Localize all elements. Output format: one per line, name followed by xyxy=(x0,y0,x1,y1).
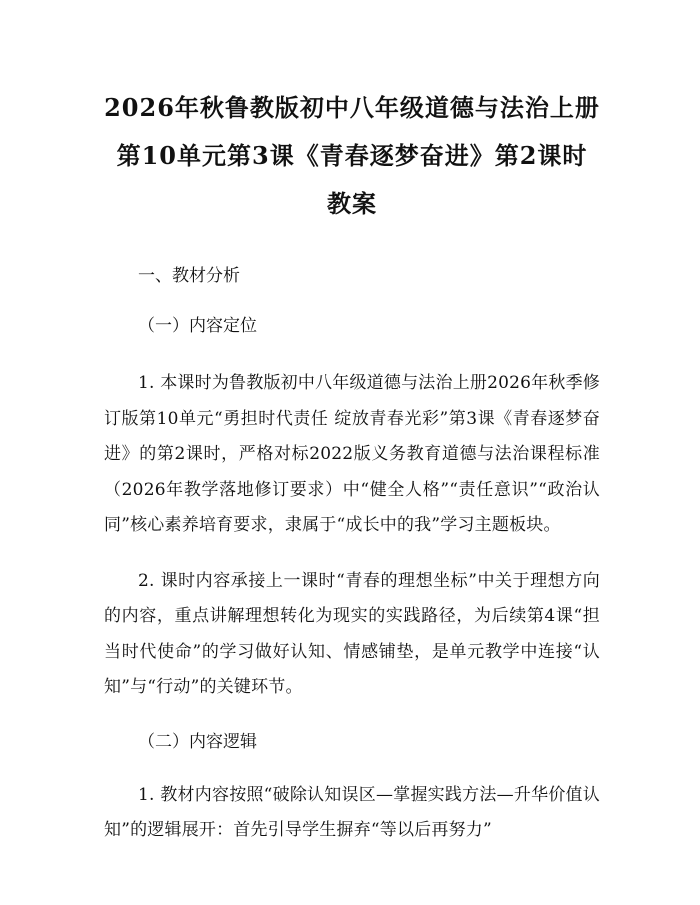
document-title xyxy=(104,0,600,228)
paragraph-content-logic-1: 1. 教材内容按照“破除认知误区—掌握实践方法—升华价值认知”的逻辑展开：首先引导学生摒弃“等以后再努力” xyxy=(104,784,600,840)
paragraph-content-positioning-1: 1. 本课时为鲁教版初中八年级道德与法治上册2026年秋季修订版第10单元“勇担时代责任 绽放青春光彩”第3课《青春逐梦奋进》的第2课时，严格对标2022版义务教育道德与法治课程标准（2026年教学落地修订要求）中“健全人格”“责任意识”“政治认同”核心素养培育要求，隶属于“成长中的我”学习主题板块。 xyxy=(104,373,600,535)
section-heading-textbook-analysis: 一、教材分析 xyxy=(138,266,240,286)
subsection-heading-content-logic: （二）内容逻辑 xyxy=(138,731,257,752)
title-line-2: 第10单元第3课《青春逐梦奋进》第2课时 xyxy=(116,141,588,170)
paragraph-content-positioning-2: 2. 课时内容承接上一课时“青春的理想坐标”中关于理想方向的内容，重点讲解理想转化为现实的实践路径，为后续第4课“担当时代使命”的学习做好认知、情感铺垫，是单元教学中连接“认知”与“行动”的关键环节。 xyxy=(104,570,600,697)
subsection-heading-content-positioning: （一）内容定位 xyxy=(138,316,257,336)
title-line-3: 教案 xyxy=(327,189,377,218)
title-line-1: 2026年秋鲁教版初中八年级道德与法治上册 xyxy=(104,93,600,122)
